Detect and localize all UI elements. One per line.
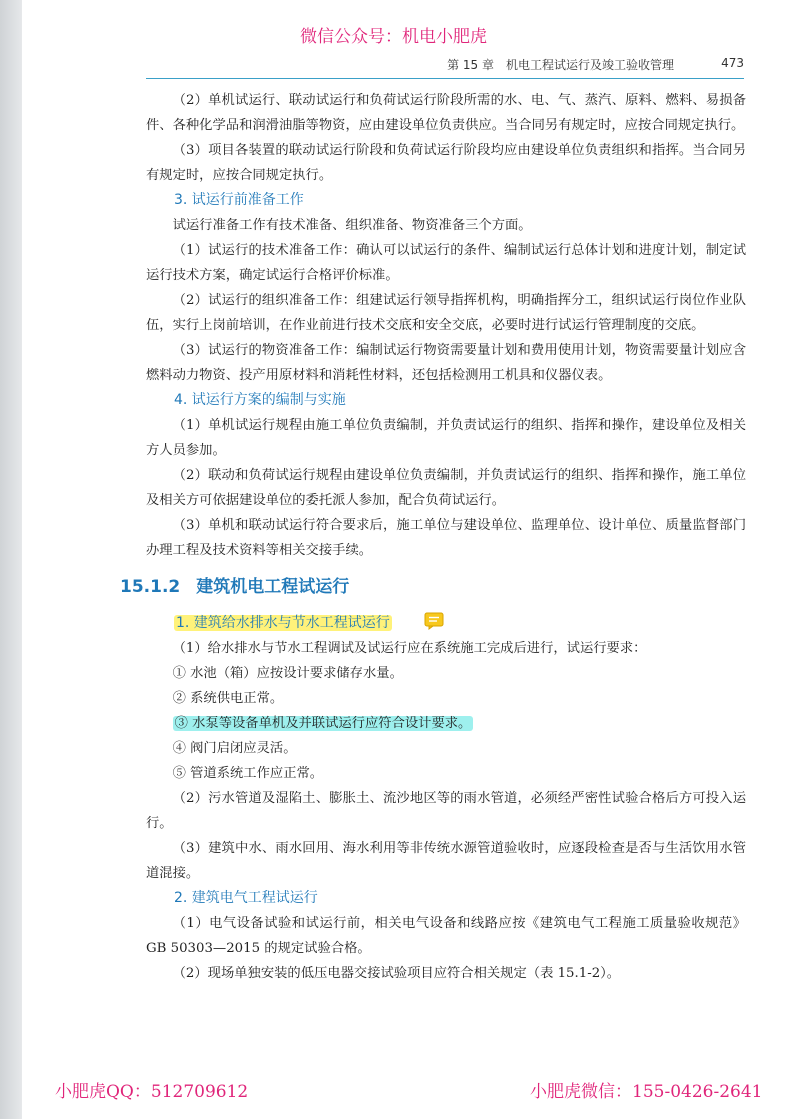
paragraph: （1）单机试运行规程由施工单位负责编制，并负责试运行的组织、指挥和操作，建设单位及相关方人员参加。 [146, 418, 746, 458]
paragraph: （1）试运行的技术准备工作：确认可以试运行的条件、编制试运行总体计划和进度计划，制定试运行技术方案，确定试运行合格评价标准。 [146, 243, 746, 283]
list-item: ① 水池（箱）应按设计要求储存水量。 [172, 666, 403, 681]
watermark-top: 微信公众号：机电小肥虎 [300, 27, 487, 47]
paragraph: （2）污水管道及湿陷土、膨胀土、流沙地区等的雨水管道，必须经严密性试验合格后方可投入运行。 [146, 791, 746, 831]
page-edge-shadow [0, 0, 22, 1119]
watermark-bottom-left: 小肥虎QQ：512709612 [55, 1082, 249, 1102]
paragraph: （2）单机试运行、联动试运行和负荷试运行阶段所需的水、电、气、蒸汽、原料、燃料、易损备件、各种化学品和润滑油脂等物资，应由建设单位负责供应。当合同另有规定时，应按合同规定执行。 [146, 93, 746, 133]
paragraph: （1）电气设备试验和试运行前，相关电气设备和线路应按《建筑电气工程施工质量验收规范》GB 50303—2015 的规定试验合格。 [146, 916, 746, 956]
list-item: ④ 阀门启闭应灵活。 [172, 741, 297, 756]
page-number: 473 [721, 56, 744, 70]
paragraph: （3）试运行的物资准备工作：编制试运行物资需要量计划和费用使用计划，物资需要量计划应含燃料动力物资、投产用原材料和消耗性材料，还包括检测用工机具和仪器仪表。 [146, 343, 746, 383]
paragraph: （2）试运行的组织准备工作：组建试运行领导指挥机构，明确指挥分工，组织试运行岗位作业队伍，实行上岗前培训，在作业前进行技术交底和安全交底，必要时进行试运行管理制度的交底。 [146, 293, 746, 333]
paragraph: （3）单机和联动试运行符合要求后，施工单位与建设单位、监理单位、设计单位、质量监督部门办理工程及技术资料等相关交接手续。 [146, 518, 746, 558]
list-item: ⑤ 管道系统工作应正常。 [172, 766, 324, 781]
list-item-highlighted [146, 711, 746, 736]
section-heading-elec: 2. 建筑电气工程试运行 [174, 890, 318, 906]
subsection-title: 建筑机电工程试运行 [196, 577, 350, 597]
paragraph: （1）给水排水与节水工程调试及试运行应在系统施工完成后进行，试运行要求： [172, 641, 647, 656]
subsection-number: 15.1.2 [120, 577, 181, 597]
highlighted-text: ③ 水泵等设备单机及并联试运行应符合设计要求。 [174, 716, 472, 731]
running-header [146, 54, 744, 79]
subsection-heading [120, 573, 746, 601]
section-heading-water [146, 611, 746, 636]
section-heading-prep: 3. 试运行前准备工作 [174, 192, 304, 208]
paragraph: 试运行准备工作有技术准备、组织准备、物资准备三个方面。 [172, 218, 532, 233]
comment-icon[interactable] [396, 612, 416, 630]
watermark-bottom-right: 小肥虎微信：155-0426-2641 [530, 1082, 763, 1102]
chapter-title: 第 15 章 机电工程试运行及竣工验收管理 [447, 58, 674, 72]
paragraph: （3）项目各装置的联动试运行阶段和负荷试运行阶段均应由建设单位负责组织和指挥。当合同另有规定时，应按合同规定执行。 [146, 143, 746, 183]
paragraph: （3）建筑中水、雨水回用、海水利用等非传统水源管道验收时，应逐段检查是否与生活饮用水管道混接。 [146, 841, 746, 881]
list-item: ② 系统供电正常。 [172, 691, 284, 706]
section-heading-plan: 4. 试运行方案的编制与实施 [174, 392, 346, 408]
paragraph: （2）现场单独安装的低压电器交接试验项目应符合相关规定（表 15.1-2）。 [172, 966, 621, 981]
page-content [120, 88, 746, 986]
highlighted-heading: 1. 建筑给水排水与节水工程试运行 [176, 615, 390, 631]
paragraph: （2）联动和负荷试运行规程由建设单位负责编制，并负责试运行的组织、指挥和操作，施工单位及相关方可依据建设单位的委托派人参加，配合负荷试运行。 [146, 468, 746, 508]
